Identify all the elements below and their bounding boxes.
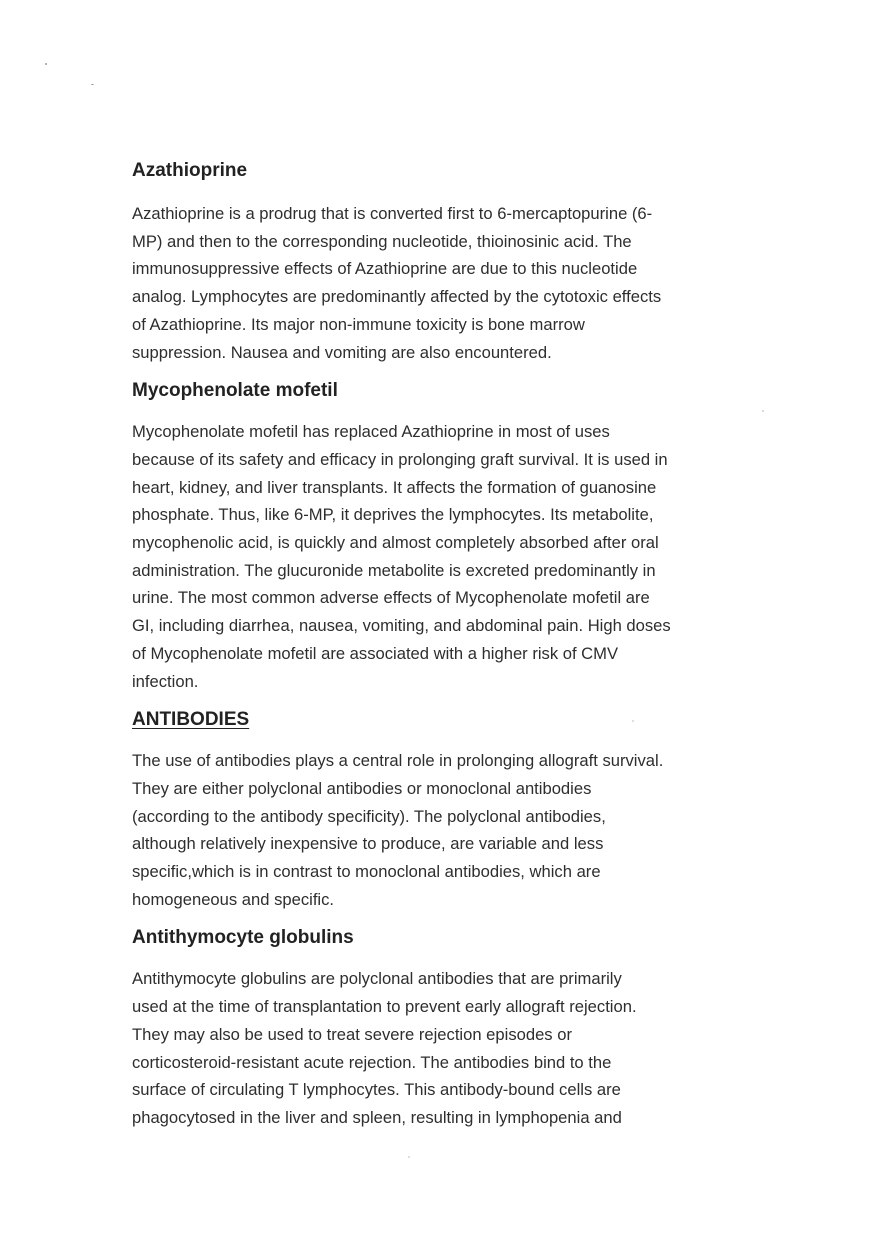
section-body-antithymocyte: Antithymocyte globulins are polyclonal antibodies that are primarily used at the time of transplantation to prevent early allograft rejection. They may also be used to treat severe rejection episodes or corticosteroid-resistant acute rejection. The antibodies bind to the surface of circulating T lymphocytes. This antibody-bound cells are phagocytosed in the liver and spleen, resulting in lymphopenia and <box>132 969 637 1127</box>
section-heading-mycophenolate: Mycophenolate mofetil <box>132 380 338 402</box>
scan-speck <box>45 63 47 65</box>
scan-speck <box>408 1156 410 1158</box>
document-content <box>132 156 772 1132</box>
scan-speck <box>91 84 94 85</box>
section-heading-azathioprine: Azathioprine <box>132 160 248 181</box>
section-body-mycophenolate: Mycophenolate mofetil has replaced Azathioprine in most of uses because of its safety and efficacy in prolonging graft survival. It is used in heart, kidney, and liver transplants. It affects the formation of guanosine phosphate. Thus, like 6-MP, it deprives the lymphocytes. Its metabolite, mycophenolic acid, is quickly and almost completely absorbed after oral administration. The glucuronide metabolite is excreted predominantly in urine. The most common adverse effects of Mycophenolate mofetil are GI, including diarrhea, nausea, vomiting, and abdominal pain. High doses of Mycophenolate mofetil are associated with a higher risk of CMV infection. <box>132 422 671 691</box>
section-body-azathioprine: Azathioprine is a prodrug that is converted first to 6-mercaptopurine (6- MP) and then to the corresponding nucleotide, thioinosinic acid. The immunosuppressive effects of Azathioprine are due to this nucleotide analog. Lymphocytes are predominantly affected by the cytotoxic effects of Azathioprine. Its major non-immune toxicity is bone marrow suppression. Nausea and vomiting are also encountered. <box>132 204 662 362</box>
section-heading-antibodies: ANTIBODIES <box>132 709 250 731</box>
section-heading-antithymocyte: Antithymocyte globulins <box>132 927 354 949</box>
section-body-antibodies: The use of antibodies plays a central role in prolonging allograft survival. They are either polyclonal antibodies or monoclonal antibodies (according to the antibody specificity). The polyclonal antibodies, although relatively inexpensive to produce, are variable and less specific,which is in contrast to monoclonal antibodies, which are homogeneous and specific. <box>132 751 664 909</box>
